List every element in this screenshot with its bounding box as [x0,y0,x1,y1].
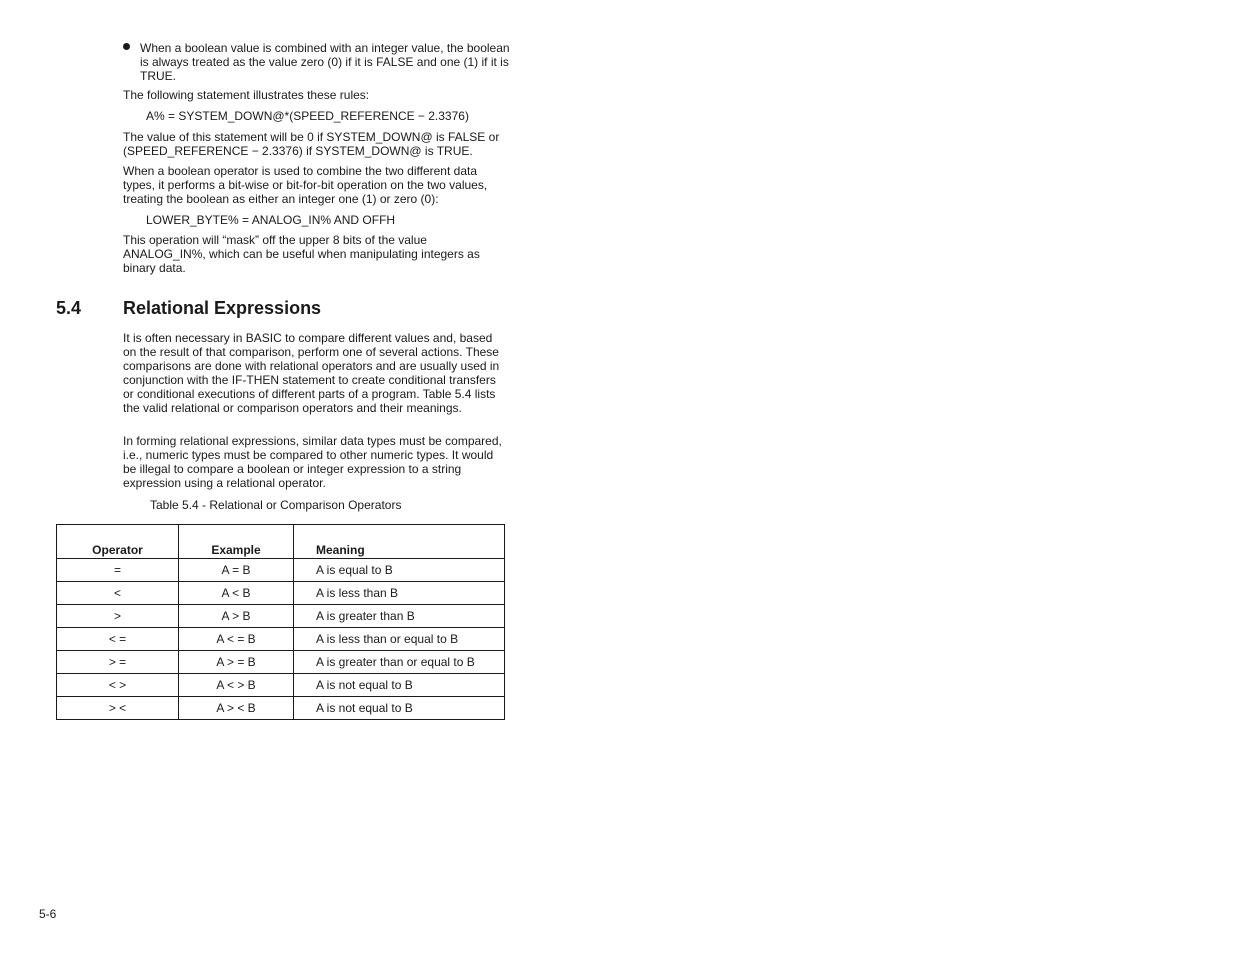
operator-cell: < [57,582,179,605]
table-row [57,674,505,697]
statement-example-2: LOWER_BYTE% = ANALOG_IN% AND OFFH [146,213,396,227]
operator-cell: > [57,605,179,628]
example-cell: A > = B [179,651,294,674]
example-cell: A < = B [179,628,294,651]
relational-paragraph-2: In forming relational expressions, similar data types must be compared, i.e., numeric types must be compared to other numeric types. It would be illegal to compare a boolean or integer expression to a string expression using a relational operator. [123,434,502,490]
example-cell: A > B [179,605,294,628]
table-row [57,628,505,651]
meaning-cell: A is not equal to B [294,674,505,697]
header-example: Example [179,525,294,559]
meaning-cell: A is less than or equal to B [294,628,505,651]
header-meaning: Meaning [294,525,505,559]
meaning-cell: A is equal to B [294,559,505,582]
statement-example-1: A% = SYSTEM_DOWN@*(SPEED_REFERENCE − 2.3376) [146,109,469,123]
table-header-row [57,525,505,559]
intro-paragraph: The following statement illustrates these rules: [123,88,370,102]
bullet-text: When a boolean value is combined with an integer value, the boolean is always treated as the value zero (0) if it is FALSE and one (1) if it is TRUE. [140,41,510,83]
meaning-cell: A is greater than B [294,605,505,628]
table-row [57,697,505,720]
mask-paragraph: This operation will “mask” off the upper 8 bits of the value ANALOG_IN%, which can be useful when manipulating integers as binary data. [123,233,480,275]
operator-cell: > = [57,651,179,674]
table-row [57,582,505,605]
table-row [57,651,505,674]
operator-cell: < = [57,628,179,651]
operators-table [56,524,505,720]
relational-paragraph-1: It is often necessary in BASIC to compare different values and, based on the result of that comparison, perform one of several actions. These comparisons are done with relational operators and are usually used in conjunction with the IF-THEN statement to create conditional transfers or conditional executions of different parts of a program. Table 5.4 lists the valid relational or comparison operators and their meanings. [123,331,500,415]
section-number: 5.4 [56,298,82,318]
meaning-cell: A is not equal to B [294,697,505,720]
example-cell: A = B [179,559,294,582]
table-row [57,605,505,628]
meaning-cell: A is less than B [294,582,505,605]
meaning-cell: A is greater than or equal to B [294,651,505,674]
example-cell: A > < B [179,697,294,720]
page-number: 5-6 [39,907,57,921]
table-row [57,559,505,582]
example-cell: A < > B [179,674,294,697]
operator-cell: = [57,559,179,582]
section-title: Relational Expressions [123,298,322,318]
bullet-icon [123,43,130,50]
table-caption: Table 5.4 - Relational or Comparison Operators [150,498,402,512]
value-paragraph: The value of this statement will be 0 if SYSTEM_DOWN@ is FALSE or (SPEED_REFERENCE − 2.3376) if SYSTEM_DOWN@ is TRUE. [123,130,500,158]
operator-cell: < > [57,674,179,697]
example-cell: A < B [179,582,294,605]
operator-cell: > < [57,697,179,720]
header-operator: Operator [57,525,179,559]
bitwise-paragraph: When a boolean operator is used to combine the two different data types, it performs a bit-wise or bit-for-bit operation on the two values, treating the boolean as either an integer one (1) or zero (0): [123,164,488,206]
